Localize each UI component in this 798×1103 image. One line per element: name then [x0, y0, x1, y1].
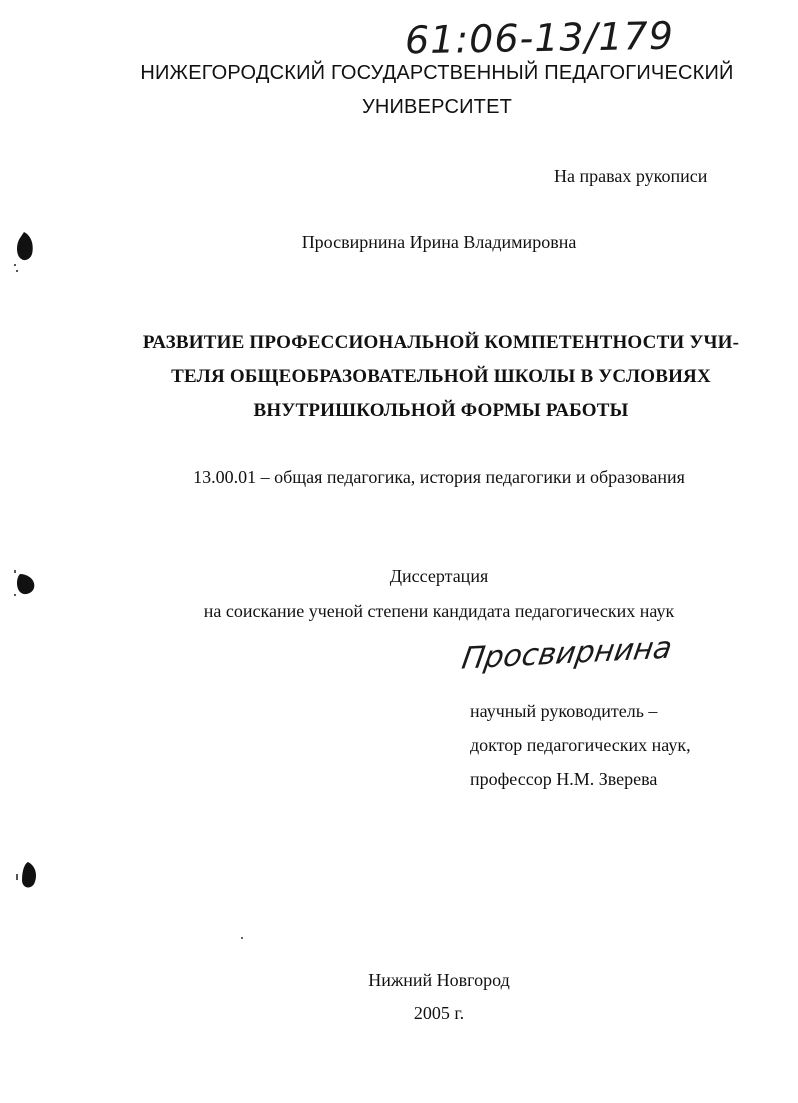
supervisor-name: профессор Н.М. Зверева [470, 769, 658, 789]
author-signature: Просвирнина [459, 630, 675, 677]
archive-code: 61:06-13/179 [404, 13, 675, 63]
year: 2005 г. [413, 1003, 465, 1023]
author-name: Просвирнина Ирина Владимировна [301, 232, 577, 252]
dissertation-title-line1: РАЗВИТИЕ ПРОФЕССИОНАЛЬНОЙ КОМПЕТЕНТНОСТИ УЧИ- [142, 332, 740, 353]
work-type: Диссертация [389, 566, 489, 586]
city: Нижний Новгород [368, 970, 510, 990]
specialty-code: 13.00.01 – общая педагогика, история педагогики и образования [193, 467, 685, 487]
supervisor-role: научный руководитель – [470, 701, 658, 721]
degree-sought: на соискание ученой степени кандидата педагогических наук [203, 601, 675, 621]
university-name-line1: НИЖЕГОРОДСКИЙ ГОСУДАРСТВЕННЫЙ ПЕДАГОГИЧЕСКИЙ [140, 62, 734, 84]
university-name-line2: УНИВЕРСИТЕТ [361, 96, 513, 118]
rights-note: На правах рукописи [554, 166, 708, 186]
dissertation-title-line3: ВНУТРИШКОЛЬНОЙ ФОРМЫ РАБОТЫ [253, 400, 629, 421]
supervisor-degree: доктор педагогических наук, [470, 735, 691, 755]
dissertation-title-line2: ТЕЛЯ ОБЩЕОБРАЗОВАТЕЛЬНОЙ ШКОЛЫ В УСЛОВИЯХ [171, 366, 711, 387]
scan-speck [241, 937, 243, 939]
